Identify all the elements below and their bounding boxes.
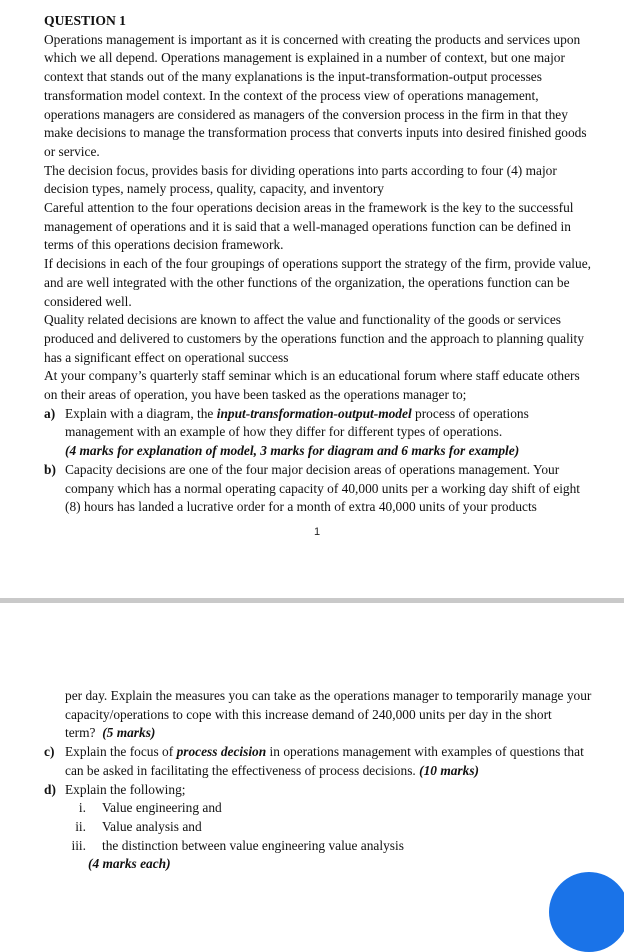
item-b — [44, 461, 596, 517]
item-d-text: Explain the following; — [65, 781, 186, 797]
paragraph-1: Operations management is important as it is concerned with creating the products and services upon which we all depend. Operations management is explained in a number of context, but one major context that stands out of the many explanations is the input-transformation-output processes transformation model context. In the context of the process view of operations management, operations managers are considered as managers of the conversion process in the firm in that they make decisions to manage the transformation process that converts inputs into desired finished goods or service. — [44, 31, 587, 159]
item-b-text-page1: Capacity decisions are one of the four major decision areas of operations management. Your company which has a normal operating capacity of 40,000 units per a working day shift of eight (8) hours has landed a lucrative order for a month of extra 40,000 units of your products — [65, 461, 581, 515]
item-a-emphasis: input-transformation-output-model — [216, 405, 412, 421]
item-b-label: b) — [44, 461, 56, 477]
item-d-sublist — [44, 799, 596, 855]
item-b-text-page2: per day. Explain the measures you can take as the operations manager to temporarily manage your capacity/operations to cope with this increase demand of 240,000 units per day in the short term? — [65, 688, 592, 741]
item-a-text-after: process of operations management with an example of how they differ for different types of operations. — [65, 405, 529, 440]
item-d-subitem — [44, 799, 596, 818]
page-number: 1 — [314, 526, 321, 538]
question-title: QUESTION 1 — [44, 13, 126, 28]
page-1-content — [44, 12, 596, 517]
item-c — [44, 743, 596, 780]
item-b-continuation — [44, 687, 596, 743]
item-d-subitem — [44, 818, 596, 837]
paragraph-5: Quality related decisions are known to affect the value and functionality of the goods or services produced and delivered to customers by the operations function and the approach to planning quality has a significant effect on operational success — [44, 312, 584, 365]
subitem-number: ii. — [75, 818, 86, 834]
item-a-marks: (4 marks for explanation of model, 3 marks for diagram and 6 marks for example) — [65, 443, 520, 459]
item-a — [44, 405, 596, 461]
paragraph-3: Careful attention to the four operations decision areas in the framework is the key to the successful management of operations and it is said that a well-managed operations function can be defined in terms of this operations decision framework. — [44, 200, 574, 253]
item-c-marks: (10 marks) — [419, 762, 480, 778]
item-a-label: a) — [44, 405, 56, 421]
item-c-emphasis: process decision — [176, 744, 267, 760]
item-d-label: d) — [44, 781, 56, 797]
subitem-text: the distinction between value engineering value analysis — [102, 837, 404, 853]
paragraph-2: The decision focus, provides basis for dividing operations into parts according to four (4) major decision types, namely process, quality, capacity, and inventory — [44, 162, 557, 197]
item-c-text-after: in operations management with examples of questions that can be asked in facilitating the effectiveness of process decisions. — [65, 744, 584, 778]
page-2-content — [44, 687, 596, 874]
floating-action-button[interactable] — [549, 872, 624, 952]
paragraph-6: At your company’s quarterly staff seminar which is an educational forum where staff educate others on their areas of operation, you have been tasked as the operations manager to; — [44, 368, 580, 403]
subitem-number: i. — [78, 800, 86, 816]
paragraph-4: If decisions in each of the four groupings of operations support the strategy of the firm, provide value, and are well integrated with the other functions of the organization, the operations function can be considered well. — [44, 256, 592, 309]
item-d-marks: (4 marks each) — [88, 856, 171, 872]
item-d-subitem — [44, 837, 596, 856]
item-b-marks: (5 marks) — [102, 725, 156, 741]
item-c-label: c) — [44, 744, 55, 760]
subitem-text: Value engineering and — [102, 800, 222, 816]
item-d — [44, 781, 596, 800]
subitem-number: iii. — [71, 837, 86, 853]
item-a-text-before: Explain with a diagram, the — [65, 405, 217, 421]
item-c-text-before: Explain the focus of — [65, 744, 177, 760]
subitem-text: Value analysis and — [102, 818, 202, 834]
